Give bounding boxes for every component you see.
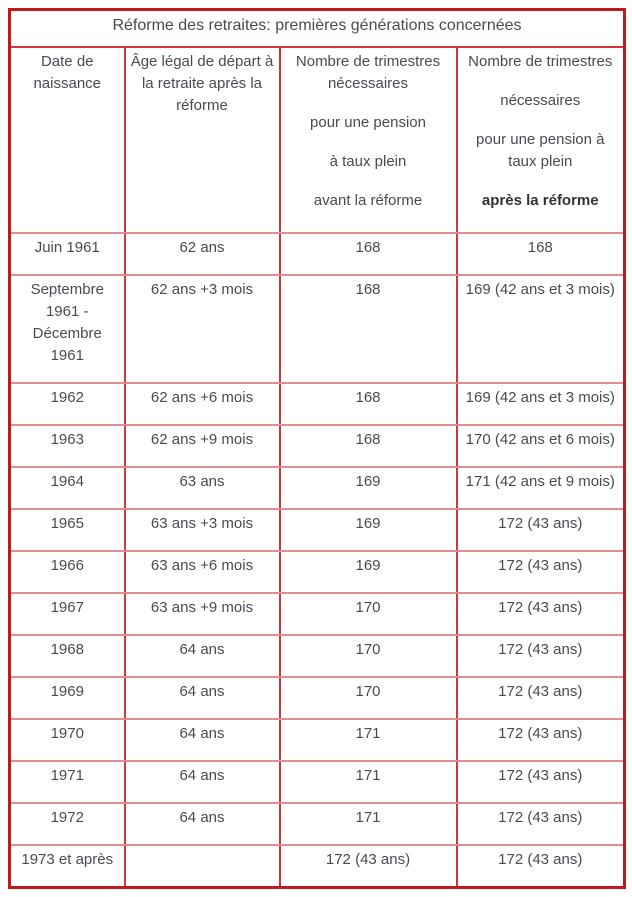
table-row-6 xyxy=(10,509,625,551)
cell-text: 168 xyxy=(355,431,381,448)
table-cell xyxy=(10,383,125,425)
cell-text: 63 ans +6 mois xyxy=(150,557,254,574)
table-cell xyxy=(10,509,125,551)
cell-text: 170 xyxy=(355,683,381,700)
table-cell xyxy=(280,509,457,551)
cell-text: 168 xyxy=(355,281,381,298)
cell-text: 169 (42 ans et 3 mois) xyxy=(465,281,615,298)
cell-text: 62 ans +3 mois xyxy=(150,281,254,298)
table-cell xyxy=(457,677,625,719)
table-cell xyxy=(125,635,280,677)
table-cell xyxy=(10,635,125,677)
cell-text: Septembre 1961 - Décembre 1961 xyxy=(30,281,104,364)
cell-text: 1968 xyxy=(50,641,84,658)
table-row-12 xyxy=(10,761,625,803)
table-cell xyxy=(125,677,280,719)
cell-text: 1971 xyxy=(50,767,84,784)
table-row-1 xyxy=(10,233,625,275)
cell-text: 1972 xyxy=(50,809,84,826)
table-title-row xyxy=(10,10,625,48)
table-cell xyxy=(457,719,625,761)
cell-text: 62 ans xyxy=(179,239,225,256)
cell-text: 1962 xyxy=(50,389,84,406)
cell-text: 168 xyxy=(527,239,553,256)
table-cell xyxy=(10,593,125,635)
cell-text: 170 xyxy=(355,641,381,658)
cell-text: 64 ans xyxy=(179,809,225,826)
cell-text: 172 (43 ans) xyxy=(498,599,583,616)
header-text: nécessaires xyxy=(500,92,581,109)
table-cell xyxy=(457,233,625,275)
table-cell xyxy=(457,467,625,509)
cell-text: 172 (43 ans) xyxy=(325,851,411,868)
table-cell xyxy=(125,719,280,761)
table-cell xyxy=(10,677,125,719)
table-header-row xyxy=(10,47,625,233)
table-row-9 xyxy=(10,635,625,677)
table-cell xyxy=(457,425,625,467)
cell-text: 170 (42 ans et 6 mois) xyxy=(465,431,615,448)
table-cell xyxy=(280,383,457,425)
cell-text: 64 ans xyxy=(179,683,225,700)
table-cell xyxy=(125,509,280,551)
header-text-bold: après la réforme xyxy=(481,192,599,209)
table-cell xyxy=(280,275,457,383)
cell-text: 1973 et après xyxy=(21,851,114,868)
cell-text: 62 ans +6 mois xyxy=(150,389,254,406)
table-row-14 xyxy=(10,845,625,888)
table-cell xyxy=(10,551,125,593)
cell-text: 172 (43 ans) xyxy=(498,683,583,700)
table-cell xyxy=(457,509,625,551)
cell-text: 172 (43 ans) xyxy=(498,809,583,826)
table-cell xyxy=(125,233,280,275)
cell-text: Juin 1961 xyxy=(34,239,100,256)
cell-text: 63 ans xyxy=(179,473,225,490)
cell-text: 63 ans +9 mois xyxy=(150,599,254,616)
table-cell xyxy=(280,551,457,593)
cell-text: 169 xyxy=(355,473,381,490)
table-cell xyxy=(125,551,280,593)
cell-text: 1963 xyxy=(50,431,84,448)
table-row-2 xyxy=(10,275,625,383)
cell-text: 171 xyxy=(355,809,381,826)
cell-text: 172 (43 ans) xyxy=(498,851,583,868)
column-header-3 xyxy=(280,47,457,233)
cell-text: 64 ans xyxy=(179,641,225,658)
table-cell xyxy=(125,467,280,509)
cell-text: 172 (43 ans) xyxy=(498,767,583,784)
table-cell xyxy=(280,233,457,275)
table-cell xyxy=(280,467,457,509)
table-cell xyxy=(125,275,280,383)
table-cell xyxy=(10,845,125,888)
cell-text: 171 (42 ans et 9 mois) xyxy=(465,473,615,490)
table-cell xyxy=(10,761,125,803)
table-row-13 xyxy=(10,803,625,845)
table-row-7 xyxy=(10,551,625,593)
cell-text: 169 xyxy=(355,515,381,532)
table-cell xyxy=(457,551,625,593)
cell-text: 1966 xyxy=(50,557,84,574)
header-text: Nombre de trimestres xyxy=(468,53,613,70)
table-cell xyxy=(10,719,125,761)
cell-text: 1969 xyxy=(50,683,84,700)
table-cell xyxy=(457,761,625,803)
table-cell xyxy=(280,593,457,635)
table-cell xyxy=(280,677,457,719)
cell-text: 172 (43 ans) xyxy=(498,557,583,574)
header-text: pour une pension xyxy=(310,114,426,131)
table-cell xyxy=(280,635,457,677)
cell-text: 171 xyxy=(355,767,381,784)
table-cell xyxy=(280,845,457,888)
table-cell xyxy=(280,719,457,761)
table-cell xyxy=(457,803,625,845)
table-cell xyxy=(10,233,125,275)
table-cell xyxy=(125,761,280,803)
table-cell xyxy=(457,845,625,888)
table-cell xyxy=(125,593,280,635)
table-cell xyxy=(457,635,625,677)
table-cell xyxy=(125,425,280,467)
cell-text: 169 (42 ans et 3 mois) xyxy=(465,389,615,406)
table-body xyxy=(10,233,625,888)
table-row-11 xyxy=(10,719,625,761)
table-cell xyxy=(125,383,280,425)
table-cell xyxy=(280,803,457,845)
table-row-10 xyxy=(10,677,625,719)
column-header-2 xyxy=(125,47,280,233)
cell-text: 63 ans +3 mois xyxy=(150,515,254,532)
cell-text: 1967 xyxy=(50,599,84,616)
table-cell xyxy=(10,425,125,467)
table-cell xyxy=(457,593,625,635)
header-text: Nombre de trimestres nécessaires xyxy=(295,53,441,92)
header-text: à taux plein xyxy=(329,153,407,170)
table-cell xyxy=(125,845,280,888)
cell-text: 64 ans xyxy=(179,767,225,784)
cell-text: 62 ans +9 mois xyxy=(150,431,254,448)
cell-text: 169 xyxy=(355,557,381,574)
cell-text: 1970 xyxy=(50,725,84,742)
cell-text: 171 xyxy=(355,725,381,742)
table-row-4 xyxy=(10,425,625,467)
cell-text: 172 (43 ans) xyxy=(498,641,583,658)
table-cell xyxy=(10,803,125,845)
table-row-8 xyxy=(10,593,625,635)
cell-text: 170 xyxy=(355,599,381,616)
cell-text: 1964 xyxy=(50,473,84,490)
table-cell xyxy=(125,803,280,845)
header-text: avant la réforme xyxy=(313,192,423,209)
table-row-5 xyxy=(10,467,625,509)
cell-text: 172 (43 ans) xyxy=(498,515,583,532)
cell-text: 168 xyxy=(355,389,381,406)
cell-text: 1965 xyxy=(50,515,84,532)
cell-text: 64 ans xyxy=(179,725,225,742)
table-title: Réforme des retraites: premières générations concernées xyxy=(10,10,625,48)
table-cell xyxy=(10,275,125,383)
cell-text: 168 xyxy=(355,239,381,256)
cell-text: 172 (43 ans) xyxy=(498,725,583,742)
table-row-3 xyxy=(10,383,625,425)
table-cell xyxy=(280,425,457,467)
table-cell xyxy=(10,467,125,509)
retirement-reform-table xyxy=(8,8,626,889)
header-text: Date de naissance xyxy=(33,53,102,92)
column-header-4 xyxy=(457,47,625,233)
table-cell xyxy=(280,761,457,803)
header-text: Âge légal de départ à la retraite après la réforme xyxy=(130,53,274,114)
header-text: pour une pension à taux plein xyxy=(476,131,605,170)
table-cell xyxy=(457,383,625,425)
table-cell xyxy=(457,275,625,383)
column-header-1 xyxy=(10,47,125,233)
